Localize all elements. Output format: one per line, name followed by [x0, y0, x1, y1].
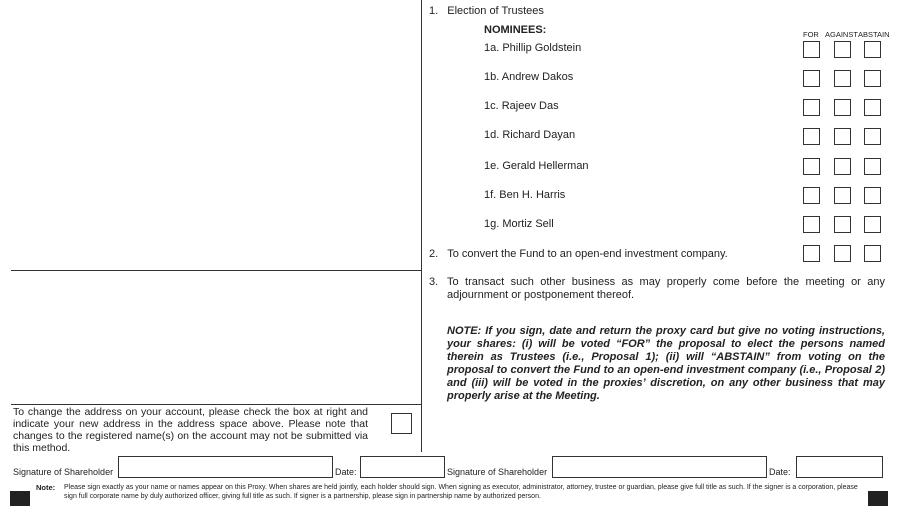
- against-checkbox[interactable]: [834, 99, 851, 116]
- voting-instructions-note: NOTE: If you sign, date and return the proxy card but give no voting instructions, your shares: (i) will be voted “FOR” the proposal to elect the persons named therein as Trustees (i.e., Proposal 1); (ii) will “ABSTAIN” from voting on the proposal to convert the Fund to an open-end investment company (i.e., Proposal 2) and (iii) will be voted in the proxies’ discretion, on any other business that may properly arise at the Meeting.: [447, 325, 885, 402]
- proposal-2-against-checkbox[interactable]: [834, 245, 851, 262]
- for-checkbox[interactable]: [803, 187, 820, 204]
- address-change-top-rule: [11, 404, 421, 405]
- against-checkbox[interactable]: [834, 216, 851, 233]
- address-change-text: To change the address on your account, please check the box at right and indicate your new address in the address space above. Please note that changes to the registered name(s) on the account may not be submitted via this method.: [13, 406, 368, 454]
- proposal-1-heading: [429, 5, 544, 18]
- nominee-label: 1g. Mortiz Sell: [484, 218, 554, 230]
- abstain-checkbox[interactable]: [864, 216, 881, 233]
- abstain-checkbox[interactable]: [864, 128, 881, 145]
- footer-note-label: Note:: [36, 483, 56, 492]
- nominee-label: 1c. Rajeev Das: [484, 100, 559, 112]
- against-checkbox[interactable]: [834, 128, 851, 145]
- for-checkbox[interactable]: [803, 158, 820, 175]
- date-field-1[interactable]: [360, 456, 445, 478]
- abstain-checkbox[interactable]: [864, 99, 881, 116]
- proposal-2-text: To convert the Fund to an open-end investment company.: [447, 248, 728, 260]
- for-checkbox[interactable]: [803, 41, 820, 58]
- signature-field-2[interactable]: [552, 456, 767, 478]
- address-change-checkbox[interactable]: [391, 413, 412, 434]
- date-label-2: Date:: [769, 467, 791, 477]
- nominee-label: 1d. Richard Dayan: [484, 129, 576, 141]
- against-checkbox[interactable]: [834, 70, 851, 87]
- for-checkbox[interactable]: [803, 70, 820, 87]
- center-divider: [421, 0, 422, 452]
- date-label-1: Date:: [335, 467, 357, 477]
- nominee-label: 1a. Phillip Goldstein: [484, 42, 582, 54]
- abstain-checkbox[interactable]: [864, 158, 881, 175]
- date-field-2[interactable]: [796, 456, 883, 478]
- abstain-checkbox[interactable]: [864, 41, 881, 58]
- proposal-2-number: 2.: [429, 248, 439, 260]
- abstain-checkbox[interactable]: [864, 187, 881, 204]
- column-for-header: FOR: [803, 30, 819, 39]
- against-checkbox[interactable]: [834, 187, 851, 204]
- proposal-1-number: 1.: [429, 5, 439, 17]
- proposal-2-for-checkbox[interactable]: [803, 245, 820, 262]
- signature-label-1: Signature of Shareholder: [13, 467, 114, 477]
- column-abstain-header: ABSTAIN: [858, 30, 890, 39]
- signature-field-1[interactable]: [118, 456, 333, 478]
- for-checkbox[interactable]: [803, 99, 820, 116]
- proposal-2-abstain-checkbox[interactable]: [864, 245, 881, 262]
- abstain-checkbox[interactable]: [864, 70, 881, 87]
- footer-note-text: Please sign exactly as your name or names appear on this Proxy. When shares are held jointly, each holder should sign. When signing as executor, administrator, attorney, trustee or guardian, please give full title as such. If the signer is a corporation, please sign full corporate name by duly authorized officer, giving full title as such. If signer is a partnership, please sign in partnership name by authorized person.: [64, 484, 858, 500]
- against-checkbox[interactable]: [834, 158, 851, 175]
- column-against-header: AGAINST: [825, 30, 858, 39]
- nominees-label: NOMINEES:: [484, 24, 547, 36]
- for-checkbox[interactable]: [803, 128, 820, 145]
- proposal-3-number: 3.: [429, 276, 439, 288]
- left-horizontal-rule: [11, 270, 421, 271]
- nominee-label: 1e. Gerald Hellerman: [484, 160, 589, 172]
- signature-label-2: Signature of Shareholder: [447, 467, 548, 477]
- nominee-label: 1f. Ben H. Harris: [484, 189, 566, 201]
- nominee-label: 1b. Andrew Dakos: [484, 71, 574, 83]
- proposal-3-text: To transact such other business as may properly come before the meeting or any adjournment or postponement thereof.: [447, 276, 885, 301]
- proposal-2: [429, 248, 728, 261]
- registration-mark-left: [10, 491, 30, 506]
- against-checkbox[interactable]: [834, 41, 851, 58]
- registration-mark-right: [868, 491, 888, 506]
- proposal-1-title: Election of Trustees: [447, 5, 544, 17]
- for-checkbox[interactable]: [803, 216, 820, 233]
